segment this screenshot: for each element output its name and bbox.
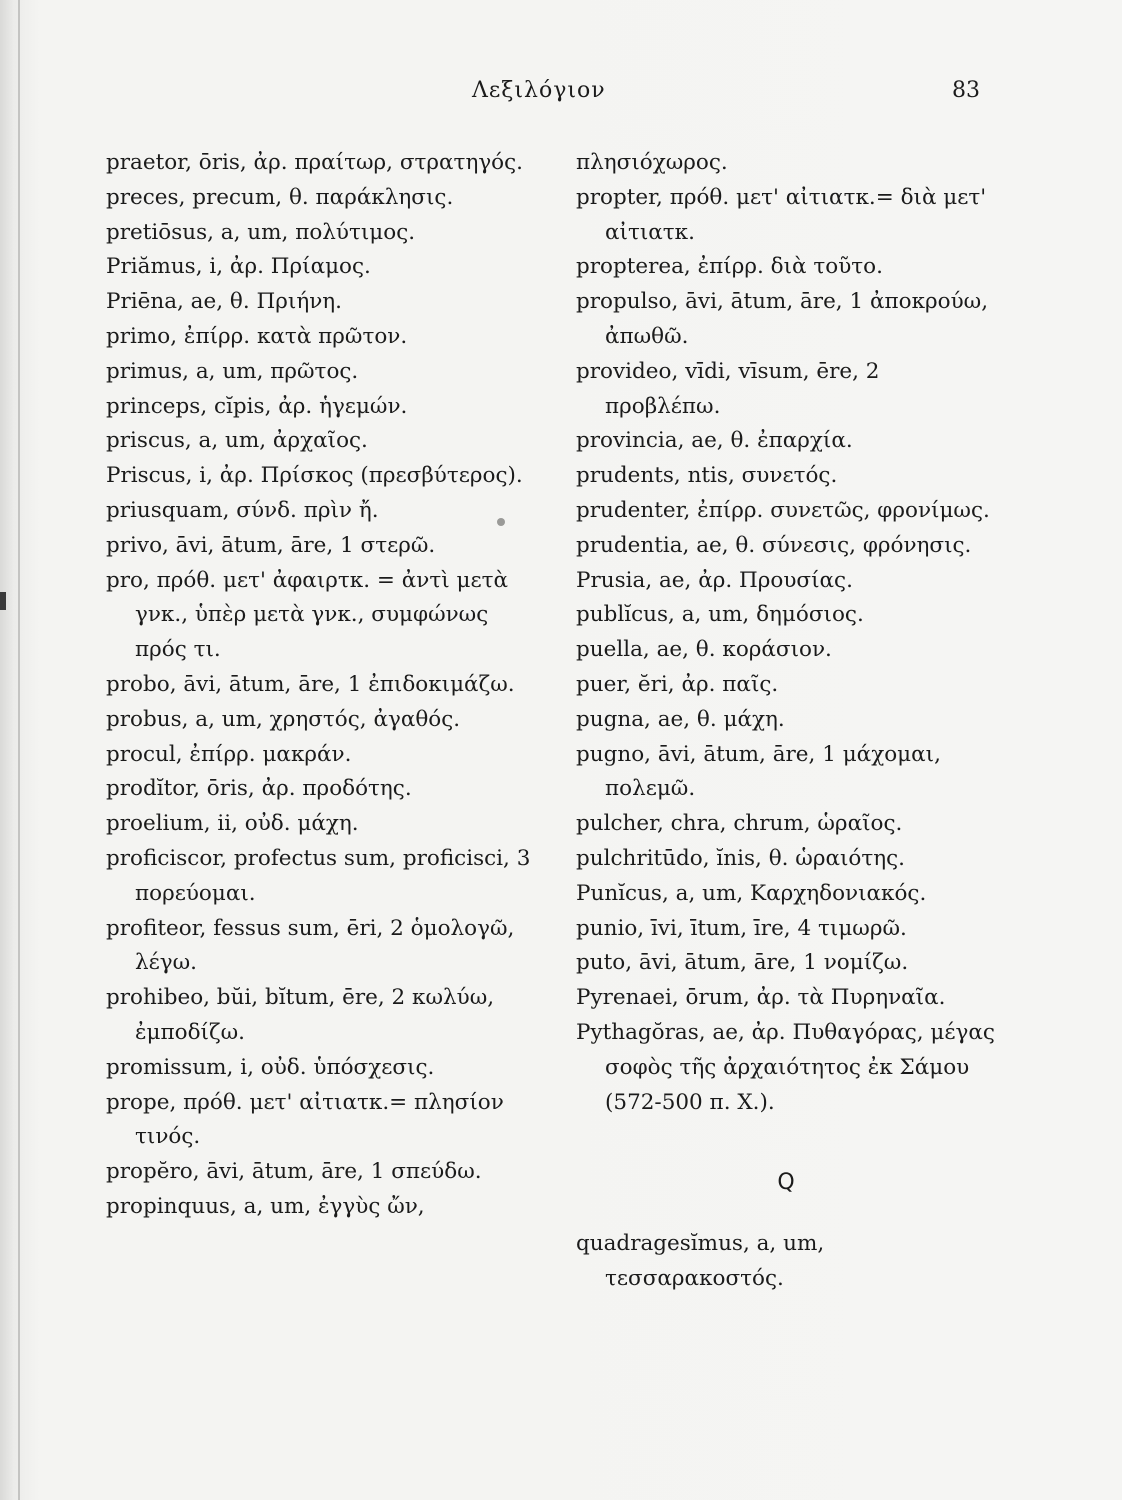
- entry-text: proelium, ii, οὐδ. μάχη.: [106, 811, 359, 837]
- dictionary-entry: [106, 842, 536, 912]
- edge-mark: [0, 592, 6, 610]
- entry-text: pulchritūdo, ĭnis, θ. ὡραιότης.: [576, 845, 906, 871]
- entry-text: pretiōsus, a, um, πολύτιμος.: [106, 219, 416, 245]
- dictionary-entry: [576, 807, 996, 842]
- dictionary-entry: [576, 459, 996, 494]
- dictionary-entry: [106, 1086, 536, 1156]
- dictionary-entry: [576, 529, 996, 564]
- entry-text: praetor, ōris, ἀρ. πραίτωρ, στρατηγός.: [106, 150, 524, 175]
- entry-text: privo, āvi, ātum, āre, 1 στερῶ.: [106, 532, 436, 558]
- entry-text: puto, āvi, ātum, āre, 1 νομίζω.: [576, 950, 909, 976]
- entry-text: probo, āvi, ātum, āre, 1 ἐπιδοκιμάζω.: [106, 671, 515, 697]
- dictionary-entry: [106, 459, 536, 494]
- dictionary-entry: [106, 529, 536, 564]
- running-title: Λεξιλόγιον: [472, 78, 606, 103]
- entry-text: proficiscor, profectus sum, proficisci, 3 πορεύομαι.: [106, 845, 538, 906]
- entry-text: propulso, āvi, ātum, āre, 1 ἀποκρούω, ἀπωθῶ.: [576, 289, 995, 349]
- page-fold-shadow: [18, 0, 20, 1500]
- entry-text: promissum, i, οὐδ. ὑπόσχεσις.: [106, 1054, 435, 1080]
- dictionary-entry: [576, 598, 996, 633]
- dictionary-entry: [576, 355, 996, 425]
- entry-text: preces, precum, θ. παράκλησις.: [106, 184, 454, 210]
- dictionary-entry: [576, 668, 996, 703]
- entry-text: princeps, cĭpis, ἀρ. ἡγεμών.: [106, 393, 408, 419]
- dictionary-entry: [106, 390, 536, 425]
- dictionary-entry: [576, 146, 996, 181]
- entry-text: pro, πρόθ. μετ' ἀφαιρτκ. = ἀντὶ μετὰ γνκ., ὑπὲρ μετὰ γνκ., συμφώνως πρός τι.: [106, 567, 515, 663]
- entry-text: primo, ἐπίρρ. κατὰ πρῶτον.: [106, 323, 408, 349]
- dictionary-entry: [576, 738, 996, 808]
- dictionary-entry: [106, 668, 536, 703]
- dictionary-entry: [106, 146, 536, 181]
- section-q-entries: [576, 1227, 996, 1297]
- dictionary-entry: [576, 564, 996, 599]
- dictionary-entry: [106, 912, 536, 982]
- section-letter: Q: [777, 1170, 795, 1196]
- dictionary-entry: [576, 424, 996, 459]
- entry-text: procul, ἐπίρρ. μακράν.: [106, 741, 352, 767]
- dictionary-entry: [106, 216, 536, 251]
- right-column-entries: [576, 146, 1002, 1120]
- entry-text: Priămus, i, ἀρ. Πρίαμος.: [106, 254, 371, 280]
- dictionary-entry: [576, 250, 996, 285]
- dictionary-entry: [576, 912, 996, 947]
- entry-text: Priēna, ae, θ. Πριήνη.: [106, 289, 342, 315]
- entry-text: publĭcus, a, um, δημόσιος.: [576, 602, 864, 628]
- entry-text: profiteor, fessus sum, ēri, 2 ὁμολογῶ, λέγω.: [106, 915, 522, 976]
- dictionary-entry: [576, 981, 996, 1016]
- entry-text: provincia, ae, θ. ἐπαρχία.: [576, 428, 853, 454]
- dictionary-entry: [576, 703, 996, 738]
- dictionary-entry: [576, 633, 996, 668]
- entry-text: priusquam, σύνδ. πρὶν ἤ.: [106, 497, 379, 523]
- entry-text: quadragesĭmus, a, um, τεσσαρακοστός.: [576, 1231, 832, 1291]
- entry-text: punio, īvi, ītum, īre, 4 τιμωρῶ.: [576, 915, 907, 941]
- dictionary-entry: [576, 877, 996, 912]
- dictionary-entry: [106, 424, 536, 459]
- dictionary-entry: [106, 564, 536, 668]
- entry-text: Pythagŏras, ae, ἀρ. Πυθαγόρας, μέγας σοφὸς τῆς ἀρχαιότητος ἐκ Σάμου (572-500 π. Χ.).: [576, 1019, 1002, 1115]
- entry-text: prodĭtor, ōris, ἀρ. προδότης.: [106, 776, 412, 802]
- dictionary-entry: [576, 1016, 1002, 1120]
- dictionary-entry: [576, 842, 996, 877]
- dictionary-entry: [106, 250, 536, 285]
- entry-text: puella, ae, θ. κοράσιον.: [576, 637, 832, 663]
- dictionary-entry: [106, 320, 536, 355]
- entry-text: Prusia, ae, ἀρ. Προυσίας.: [576, 567, 853, 593]
- entry-text: πλησιόχωρος.: [576, 150, 728, 175]
- entry-text: Pyrenaei, ōrum, ἀρ. τὰ Πυρηναῖα.: [576, 985, 946, 1011]
- dictionary-entry: [106, 1051, 536, 1086]
- entry-text: propĕro, āvi, ātum, āre, 1 σπεύδω.: [106, 1159, 482, 1185]
- dictionary-entry: [576, 181, 996, 251]
- page-number: 83: [952, 78, 980, 103]
- dictionary-entry: [576, 1227, 996, 1297]
- dictionary-entry: [106, 772, 536, 807]
- dictionary-entry: [106, 355, 536, 390]
- dictionary-entry: [106, 738, 536, 773]
- entry-text: prope, πρόθ. μετ' αἰτιατκ.= πλησίον τινός.: [106, 1089, 511, 1150]
- entry-text: propter, πρόθ. μετ' αἰτιατκ.= διὰ μετ' αἰτιατκ.: [576, 184, 994, 245]
- right-column: [576, 146, 1002, 1297]
- entry-text: pugna, ae, θ. μάχη.: [576, 706, 785, 732]
- entry-text: pulcher, chra, chrum, ὡραῖος.: [576, 811, 903, 837]
- entry-text: prohibeo, bŭi, bĭtum, ēre, 2 κωλύω, ἐμποδίζω.: [106, 985, 501, 1045]
- entry-text: prudents, ntis, συνετός.: [576, 463, 838, 489]
- dictionary-entry: [106, 1155, 536, 1190]
- entry-text: probus, a, um, χρηστός, ἀγαθός.: [106, 706, 461, 732]
- print-speck: [497, 518, 505, 526]
- dictionary-entry: [576, 285, 996, 355]
- entry-text: primus, a, um, πρῶτος.: [106, 358, 359, 384]
- left-column: [106, 146, 536, 1225]
- entry-text: prudenter, ἐπίρρ. συνετῶς, φρονίμως.: [576, 497, 990, 523]
- entry-text: prudentia, ae, θ. σύνεσις, φρόνησις.: [576, 532, 972, 558]
- entry-text: propinquus, a, um, ἐγγὺς ὤν,: [106, 1193, 425, 1219]
- dictionary-entry: [106, 703, 536, 738]
- entry-text: priscus, a, um, ἀρχαῖος.: [106, 428, 368, 454]
- dictionary-entry: [106, 494, 536, 529]
- entry-text: Punĭcus, a, um, Καρχηδονιακός.: [576, 880, 927, 906]
- dictionary-entry: [576, 946, 996, 981]
- dictionary-entry: [106, 285, 536, 320]
- dictionary-entry: [576, 494, 996, 529]
- dictionary-entry: [106, 807, 536, 842]
- page-header: [0, 78, 1122, 112]
- entry-text: provideo, vīdi, vīsum, ēre, 2 προβλέπω.: [576, 358, 887, 419]
- entry-text: propterea, ἐπίρρ. διὰ τοῦτο.: [576, 254, 883, 280]
- entry-text: pugno, āvi, ātum, āre, 1 μάχομαι, πολεμῶ.: [576, 741, 948, 802]
- dictionary-entry: [106, 1190, 536, 1225]
- dictionary-entry: [106, 981, 536, 1051]
- entry-text: puer, ĕri, ἀρ. παῖς.: [576, 671, 779, 697]
- entry-text: Priscus, i, ἀρ. Πρίσκος (πρεσβύτερος).: [106, 463, 523, 489]
- dictionary-entry: [106, 181, 536, 216]
